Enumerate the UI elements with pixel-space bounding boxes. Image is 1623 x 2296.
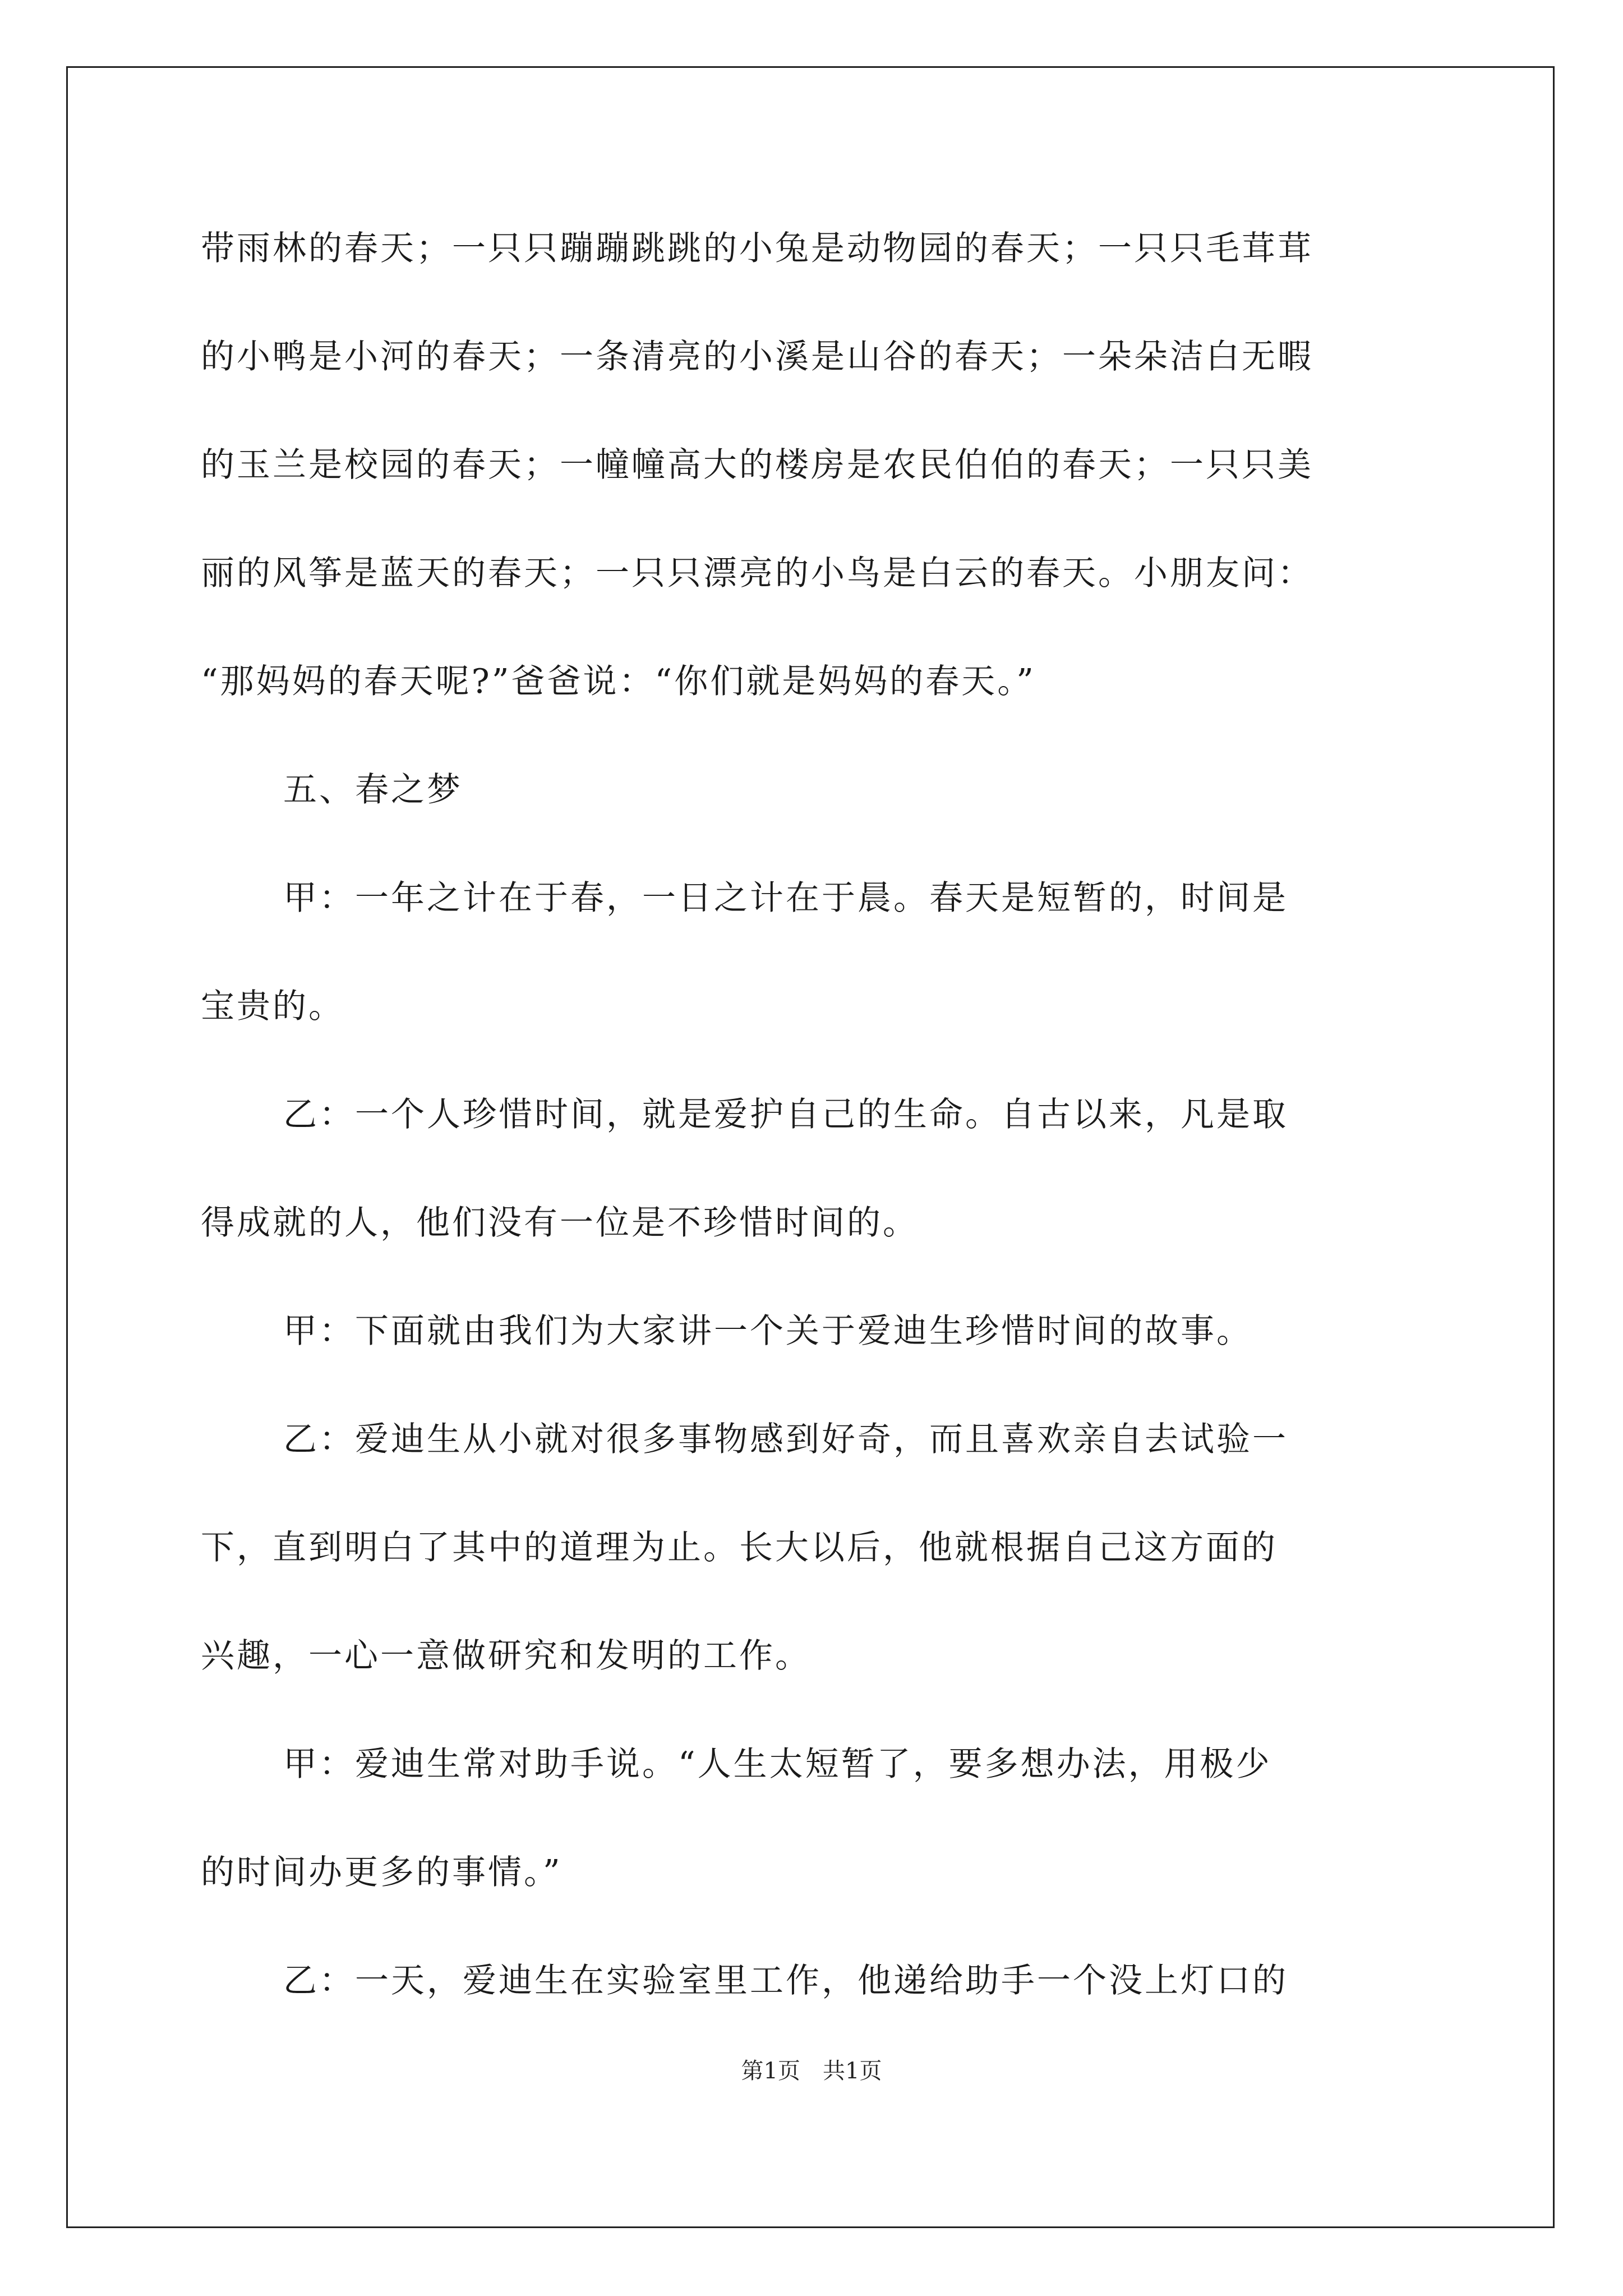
page-border [66, 66, 1555, 2228]
text-line-16: 的时间办更多的事情。” [201, 1853, 562, 1892]
text-line-14: 兴趣，一心一意做研究和发明的工作。 [201, 1636, 811, 1676]
text-line-4: 丽的风筝是蓝天的春天；一只只漂亮的小鸟是白云的春天。小朋友问： [201, 554, 1313, 593]
section-heading: 五、春之梦 [283, 770, 463, 809]
text-line-1: 带雨林的春天；一只只蹦蹦跳跳的小兔是动物园的春天；一只只毛茸茸 [201, 229, 1313, 268]
text-line-9: 乙：一个人珍惜时间，就是爱护自己的生命。自古以来，凡是取 [283, 1095, 1288, 1134]
text-line-3: 的玉兰是校园的春天；一幢幢高大的楼房是农民伯伯的春天；一只只美 [201, 445, 1313, 485]
text-line-8: 宝贵的。 [201, 987, 344, 1026]
text-line-2: 的小鸭是小河的春天；一条清亮的小溪是山谷的春天；一朵朵洁白无暇 [201, 337, 1313, 376]
text-line-11: 甲：下面就由我们为大家讲一个关于爱迪生珍惜时间的故事。 [283, 1312, 1252, 1351]
text-line-5: “那妈妈的春天呢?”爸爸说：“你们就是妈妈的春天。” [201, 662, 1036, 701]
page-footer: 第1页 共1页 [741, 2058, 882, 2084]
text-line-13: 下，直到明白了其中的道理为止。长大以后，他就根据自己这方面的 [201, 1528, 1278, 1567]
text-line-12: 乙：爱迪生从小就对很多事物感到好奇，而且喜欢亲自去试验一 [283, 1420, 1288, 1459]
text-line-17: 乙：一天，爱迪生在实验室里工作，他递给助手一个没上灯口的 [283, 1961, 1288, 2000]
text-line-10: 得成就的人，他们没有一位是不珍惜时间的。 [201, 1203, 919, 1243]
text-line-15: 甲：爱迪生常对助手说。“人生太短暂了，要多想办法，用极少 [283, 1745, 1272, 1784]
text-line-7: 甲：一年之计在于春，一日之计在于晨。春天是短暂的，时间是 [283, 878, 1288, 918]
